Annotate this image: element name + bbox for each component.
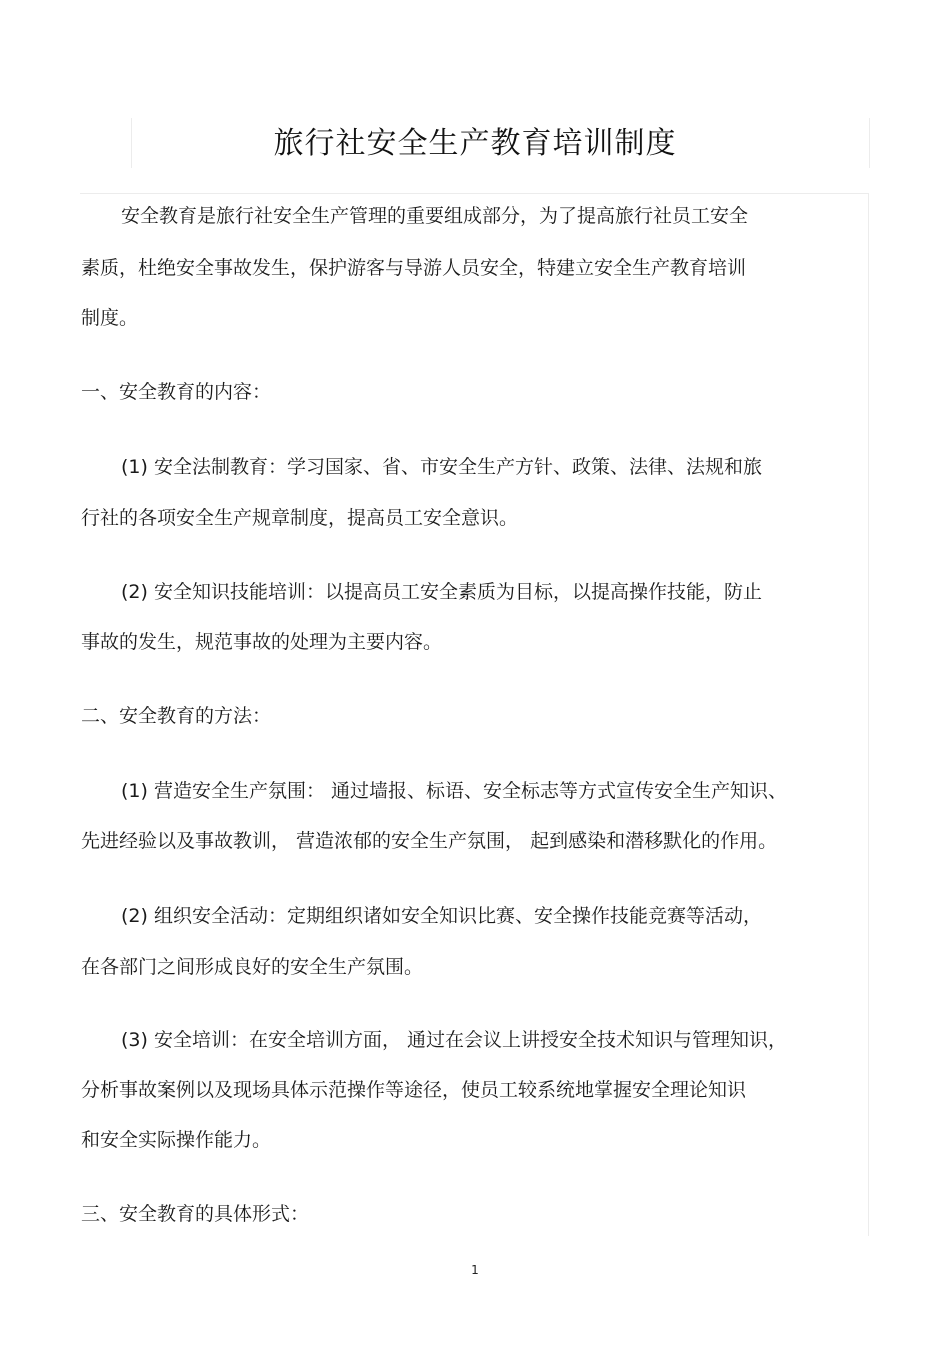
intro-line-1: 安全教育是旅行社安全生产管理的重要组成部分，为了提高旅行社员工安全: [121, 205, 749, 227]
intro-line-2: 素质，杜绝安全事故发生，保护游客与导游人员安全，特建立安全生产教育培训: [81, 257, 747, 279]
item-2-1-line-2: 先进经验以及事故教训， 营造浓郁的安全生产氛围， 起到感染和潜移默化的作用。: [81, 830, 778, 852]
page-number: 1: [471, 1263, 479, 1277]
item-2-3-line-1: (3) 安全培训：在安全培训方面， 通过在会议上讲授安全技术知识与管理知识，: [121, 1029, 787, 1051]
section-heading-3: 三、安全教育的具体形式：: [81, 1203, 310, 1225]
item-2-2-line-2: 在各部门之间形成良好的安全生产氛围。: [81, 956, 424, 978]
section-heading-1: 一、安全教育的内容：: [81, 381, 272, 403]
item-2-3-line-2: 分析事故案例以及现场具体示范操作等途径，使员工较系统地掌握安全理论知识: [81, 1079, 747, 1101]
item-1-2-line-1: (2) 安全知识技能培训：以提高员工安全素质为目标，以提高操作技能，防止: [121, 581, 762, 603]
section-heading-2: 二、安全教育的方法：: [81, 705, 272, 727]
item-1-1-line-2: 行社的各项安全生产规章制度，提高员工安全意识。: [81, 507, 519, 529]
item-1-2-line-2: 事故的发生，规范事故的处理为主要内容。: [81, 631, 443, 653]
item-2-3-line-3: 和安全实际操作能力。: [81, 1129, 272, 1151]
item-2-1-line-1: (1) 营造安全生产氛围： 通过墙报、标语、安全标志等方式宣传安全生产知识、: [121, 780, 787, 802]
item-2-2-line-1: (2) 组织安全活动：定期组织诸如安全知识比赛、安全操作技能竞赛等活动，: [121, 905, 762, 927]
intro-line-3: 制度。: [81, 307, 139, 329]
item-1-1-line-1: (1) 安全法制教育：学习国家、省、市安全生产方针、政策、法律、法规和旅: [121, 456, 762, 478]
document-title: 旅行社安全生产教育培训制度: [273, 126, 677, 161]
